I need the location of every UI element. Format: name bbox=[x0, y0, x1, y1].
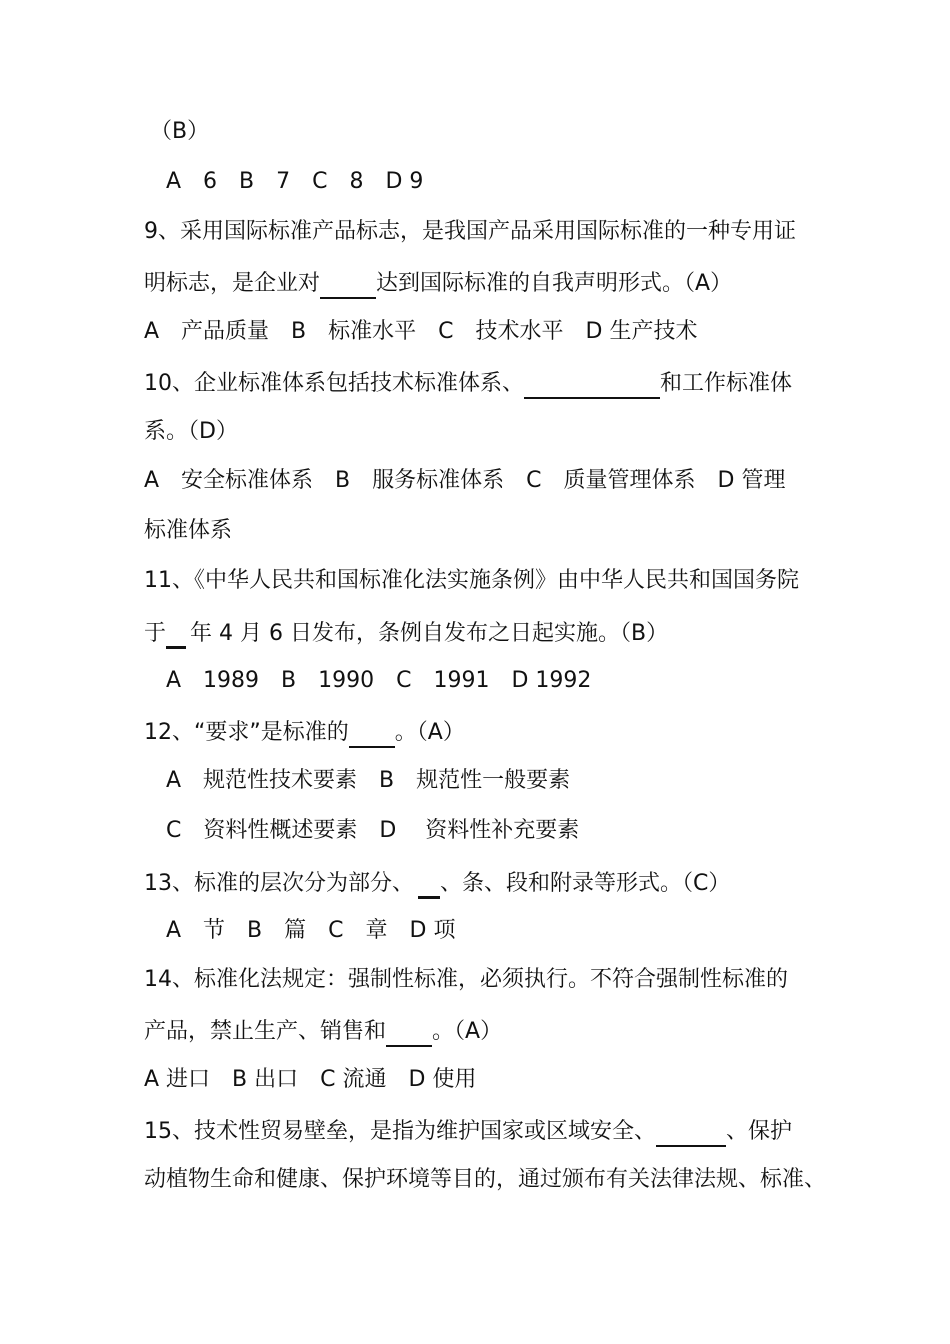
fill-blank bbox=[349, 716, 395, 748]
question-14-line-1: 14、标准化法规定：强制性标准，必须执行。不符合强制性标准的 bbox=[144, 967, 788, 992]
question-12-options-2: C 资料性概述要素 D 资料性补充要素 bbox=[166, 818, 580, 843]
fill-blank bbox=[656, 1115, 726, 1147]
fill-blank bbox=[524, 367, 660, 399]
fill-blank bbox=[386, 1015, 432, 1047]
question-15-line-1: 15、技术性贸易壁垒，是指为维护国家或区域安全、 、保护 bbox=[144, 1115, 792, 1145]
question-10-line-2: 系。（D） bbox=[144, 419, 238, 444]
question-9-line-1: 9、采用国际标准产品标志，是我国产品采用国际标准的一种专用证 bbox=[144, 219, 796, 244]
question-12-line: 12、“要求”是标准的 。（A） bbox=[144, 716, 465, 746]
question-9-options: A 产品质量 B 标准水平 C 技术水平 D 生产技术 bbox=[144, 319, 698, 344]
question-11-line-1: 11、《中华人民共和国标准化法实施条例》由中华人民共和国国务院 bbox=[144, 568, 799, 593]
question-14-line-2: 产品，禁止生产、销售和 。（A） bbox=[144, 1015, 502, 1045]
question-10-options-cont: 标准体系 bbox=[144, 518, 233, 543]
question-11-line-2: 于 年 4 月 6 日发布，条例自发布之日起实施。（B） bbox=[144, 616, 668, 646]
options-line: A 6 B 7 C 8 D 9 bbox=[166, 169, 424, 194]
question-15-line-2: 动植物生命和健康、保护环境等目的，通过颁布有关法律法规、标准、 bbox=[144, 1167, 827, 1192]
question-13-line: 13、标准的层次分为部分、 、条、段和附录等形式。（C） bbox=[144, 866, 730, 896]
question-14-options: A 进口 B 出口 C 流通 D 使用 bbox=[144, 1067, 477, 1092]
fill-blank bbox=[418, 866, 440, 899]
question-9-line-2: 明标志，是企业对 达到国际标准的自我声明形式。（A） bbox=[144, 267, 732, 297]
question-10-options: A 安全标准体系 B 服务标准体系 C 质量管理体系 D 管理 bbox=[144, 468, 786, 493]
question-10-line-1: 10、企业标准体系包括技术标准体系、 和工作标准体 bbox=[144, 367, 792, 397]
question-12-options-1: A 规范性技术要素 B 规范性一般要素 bbox=[166, 768, 571, 793]
answer-line: （B） bbox=[150, 119, 210, 144]
question-13-options: A 节 B 篇 C 章 D 项 bbox=[166, 918, 456, 943]
fill-blank bbox=[320, 267, 376, 299]
fill-blank bbox=[166, 616, 186, 649]
question-11-options: A 1989 B 1990 C 1991 D 1992 bbox=[166, 668, 592, 693]
